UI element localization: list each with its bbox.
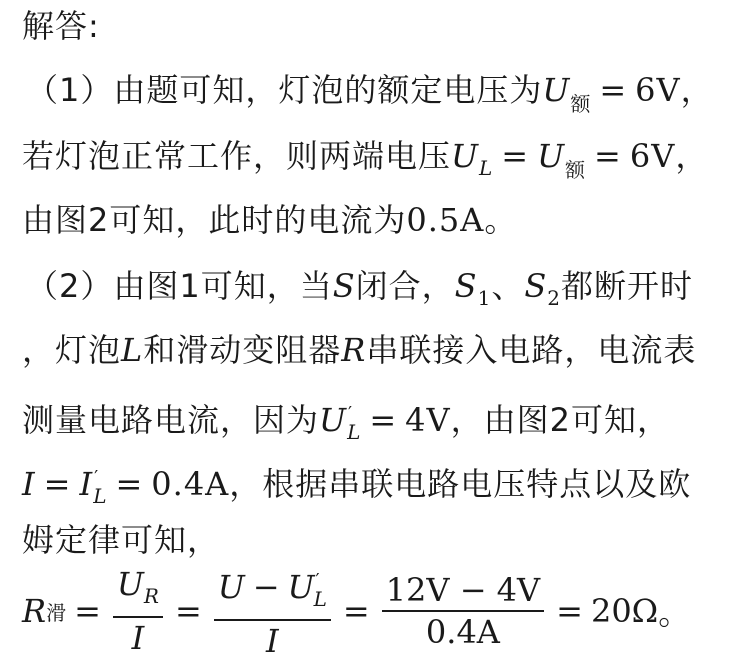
part1-line2-text: 若灯泡正常工作，则两端电压 xyxy=(22,137,452,175)
part2-line1-text2: 闭合， xyxy=(355,267,455,305)
part1-line2 xyxy=(22,136,708,190)
switch-s2-symbol: S xyxy=(524,267,548,305)
lamp-voltage-subscript: L xyxy=(347,420,362,444)
fraction-bar xyxy=(382,610,544,612)
current-value: 0.5A xyxy=(406,201,485,239)
resistance-formula xyxy=(22,565,691,660)
fraction-denominator: I xyxy=(131,619,145,657)
voltage-value: 6V xyxy=(629,137,676,175)
lamp-voltage-symbol: U xyxy=(451,137,479,175)
equals-sign: = xyxy=(556,592,583,630)
punctuation: ， xyxy=(675,137,709,175)
lamp-voltage-subscript: L xyxy=(313,587,327,611)
lamp-current-symbol: I xyxy=(79,465,94,503)
switch-s1-symbol: S xyxy=(454,267,478,305)
punctuation: 。 xyxy=(484,201,518,239)
voltage-subscript: R xyxy=(143,584,159,608)
rated-voltage-symbol: U xyxy=(542,71,571,109)
fraction-bar xyxy=(113,616,163,618)
equals-sign: = xyxy=(594,137,622,175)
lamp-voltage-symbol: U xyxy=(319,401,347,439)
equals-sign: = xyxy=(369,401,398,439)
prime-mark: ′ xyxy=(94,467,100,488)
part2-line1-text: （2）由图1可知，当 xyxy=(26,267,333,305)
punctuation: ， xyxy=(680,71,714,109)
resistance-symbol: R xyxy=(22,592,47,630)
punctuation: 。 xyxy=(658,594,691,632)
rated-voltage-value: 6V xyxy=(635,71,681,109)
part1-line3-text: 由图2可知，此时的电流为 xyxy=(22,201,407,239)
current-value: 0.4A xyxy=(151,465,230,503)
part2-line3-text: 测量电路电流，因为 xyxy=(22,401,320,439)
rheostat-r-symbol: R xyxy=(341,331,367,369)
lamp-voltage-subscript: L xyxy=(478,156,494,180)
part1-line1-text: （1）由题可知，灯泡的额定电压为 xyxy=(26,71,543,109)
solution-heading xyxy=(22,6,100,46)
lamp-current-subscript: L xyxy=(93,484,108,508)
fraction-numerator: 12V − 4V xyxy=(385,571,541,609)
part2-line2 xyxy=(22,330,696,370)
part2-line4-text: ，根据串联电路电压特点以及欧 xyxy=(229,465,692,503)
minus-sign: − xyxy=(252,568,280,606)
rated-voltage-subscript: 额 xyxy=(570,92,592,116)
lamp-l-symbol: L xyxy=(121,331,144,369)
lamp-voltage-symbol: U xyxy=(287,568,315,606)
equals-sign: = xyxy=(501,137,530,175)
equals-sign: = xyxy=(115,465,144,503)
prime-mark: ′ xyxy=(347,403,354,424)
prime-mark: ′ xyxy=(315,570,320,591)
current-symbol: I xyxy=(22,465,36,503)
part2-line1 xyxy=(26,266,693,318)
switch-s-symbol: S xyxy=(332,267,356,305)
rated-voltage-subscript: 额 xyxy=(565,158,587,182)
part1-line3 xyxy=(22,200,517,240)
fraction-numerator xyxy=(214,563,331,617)
voltage-symbol: U xyxy=(116,565,144,603)
part2-line5 xyxy=(22,520,220,560)
fraction-denominator: I xyxy=(265,622,279,660)
fraction-ur-over-i xyxy=(113,566,163,656)
fraction-numeric xyxy=(382,572,544,650)
rated-voltage-symbol: U xyxy=(537,137,566,175)
part2-line2-text3: 串联接入电路，电流表 xyxy=(366,331,697,369)
equals-sign: = xyxy=(174,592,202,630)
part2-line4 xyxy=(22,458,691,516)
part2-line2-text: ，灯泡 xyxy=(22,331,122,369)
part2-line5-text: 姆定律可知， xyxy=(22,521,221,559)
fraction-voltage-difference xyxy=(214,563,331,659)
heading-text: 解答: xyxy=(22,7,100,45)
lamp-voltage-value: 4V xyxy=(405,401,451,439)
switch-s1-subscript: 1 xyxy=(477,286,492,310)
equals-sign: = xyxy=(74,592,101,630)
fraction-numerator xyxy=(113,566,163,614)
part2-line2-text2: 和滑动变阻器 xyxy=(143,331,342,369)
equals-sign: = xyxy=(342,592,370,630)
part2-line1-text3: 都断开时 xyxy=(561,267,694,305)
equals-sign: = xyxy=(43,465,72,503)
part2-line3 xyxy=(22,394,670,452)
switch-s2-subscript: 2 xyxy=(547,286,561,310)
part2-line3-text2: ，由图2可知， xyxy=(450,401,671,439)
fraction-denominator: 0.4A xyxy=(425,613,500,651)
total-voltage-symbol: U xyxy=(217,568,245,606)
resistance-result: 20Ω xyxy=(590,592,659,630)
punctuation: 、 xyxy=(491,267,525,305)
resistance-subscript: 滑 xyxy=(46,600,67,625)
fraction-bar xyxy=(214,619,331,621)
part1-line1 xyxy=(26,70,714,124)
equals-sign: = xyxy=(599,71,628,109)
